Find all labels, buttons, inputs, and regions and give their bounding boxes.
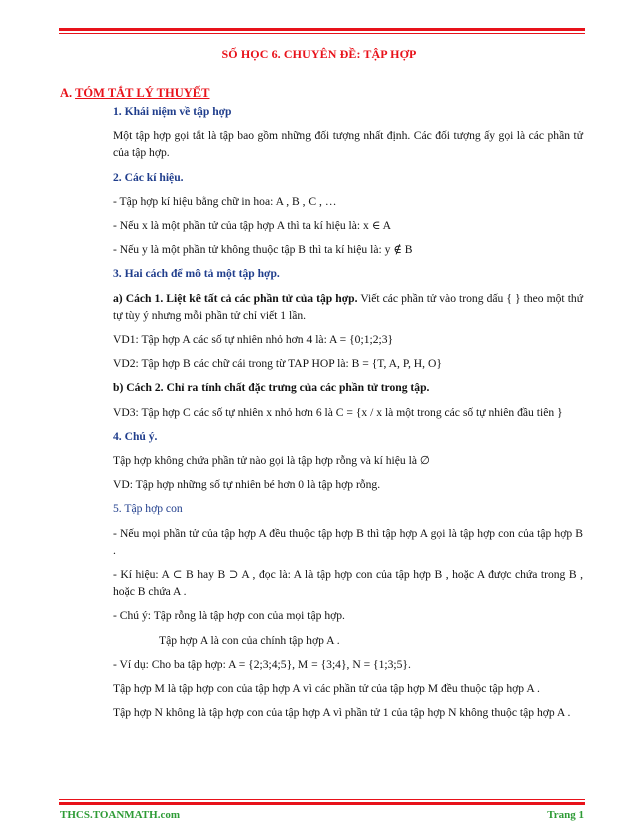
example-3: VD3: Tập hợp C các số tự nhiên x nhỏ hơn 6 là C = {x / x là một trong các số tự nhiên đầu tiên }: [113, 405, 563, 419]
heading-subset: 5. Tập hợp con: [113, 502, 183, 516]
footer-site: THCS.TOANMATH.com: [60, 809, 180, 821]
subset-line-4: Tập hợp A là con của chính tập hợp A .: [159, 633, 340, 647]
subset-line-5: - Ví dụ: Cho ba tập hợp: A = {2;3;4;5}, M = {3;4}, N = {1;3;5}.: [113, 657, 411, 671]
section-a-prefix: A.: [60, 86, 76, 100]
symbols-line-2: - Nếu x là một phần tử của tập hợp A thì ta kí hiệu là: x ∈ A: [113, 219, 391, 233]
footer-page-number: Trang 1: [547, 809, 584, 821]
page-title: SỐ HỌC 6. CHUYÊN ĐỀ: TẬP HỢP: [221, 47, 417, 61]
concept-paragraph: Một tập hợp gọi tắt là tập bao gồm những đối tượng nhất định. Các đối tượng ấy gọi là các phần tử của tập hợp.: [113, 129, 583, 160]
header-rule-thick: [59, 28, 585, 31]
note-line-1: Tập hợp không chứa phần tử nào gọi là tập hợp rỗng và kí hiệu là ∅: [113, 454, 430, 468]
note-line-2: VD: Tập hợp những số tự nhiên bé hơn 0 là tập hợp rỗng.: [113, 478, 381, 492]
method-1-text: Viết các phần tử vào trong dấu { } theo một thứ tự tùy ý nhưng mỗi phần tử chỉ viết 1 lần.: [113, 291, 583, 322]
section-a-heading: [60, 86, 209, 101]
example-2: VD2: Tập hợp B các chữ cái trong từ TAP HOP là: B = {T, A, P, H, O}: [113, 357, 442, 371]
method-2-title: b) Cách 2. Chỉ ra tính chất đặc trưng của các phần tử trong tập.: [113, 381, 430, 395]
example-1: VD1: Tập hợp A các số tự nhiên nhỏ hơn 4 là: A = {0;1;2;3}: [113, 333, 394, 347]
subset-line-1: - Nếu mọi phần tử của tập hợp A đều thuộc tập hợp B thì tập hợp A gọi là tập hợp con của tập hợp B .: [113, 526, 583, 557]
section-a-title: TÓM TẮT LÝ THUYẾT: [75, 86, 210, 100]
header-rule-thin: [59, 33, 585, 34]
subset-line-6: Tập hợp M là tập hợp con của tập hợp A vì các phần tử của tập hợp M đều thuộc tập hợp A .: [113, 682, 540, 696]
heading-two-ways: 3. Hai cách để mô tả một tập hợp.: [113, 267, 280, 281]
subset-line-3: - Chú ý: Tập rỗng là tập hợp con của mọi tập hợp.: [113, 609, 345, 623]
heading-symbols: 2. Các kí hiệu.: [113, 170, 184, 184]
subset-line-2: - Kí hiệu: A ⊂ B hay B ⊃ A , đọc là: A là tập hợp con của tập hợp B , hoặc A được chứa trong B , hoặc B chứa A .: [113, 568, 583, 599]
method-1-title: a) Cách 1. Liệt kê tất cả các phần tử của tập hợp.: [113, 291, 358, 305]
footer-rule-thin: [59, 799, 585, 800]
subset-line-7: Tập hợp N không là tập hợp con của tập hợp A vì phần tử 1 của tập hợp N không thuộc tập hợp A .: [113, 706, 571, 720]
footer-rule-thick: [59, 802, 585, 805]
heading-note: 4. Chú ý.: [113, 429, 158, 443]
document-body: [113, 103, 583, 728]
method-1-paragraph: [113, 290, 583, 324]
heading-concept: 1. Khái niệm về tập hợp: [113, 105, 232, 118]
symbols-line-3: - Nếu y là một phần tử không thuộc tập B thì ta kí hiệu là: y ∉ B: [113, 243, 413, 257]
symbols-line-1: - Tập hợp kí hiệu bằng chữ in hoa: A , B , C , …: [113, 194, 337, 208]
